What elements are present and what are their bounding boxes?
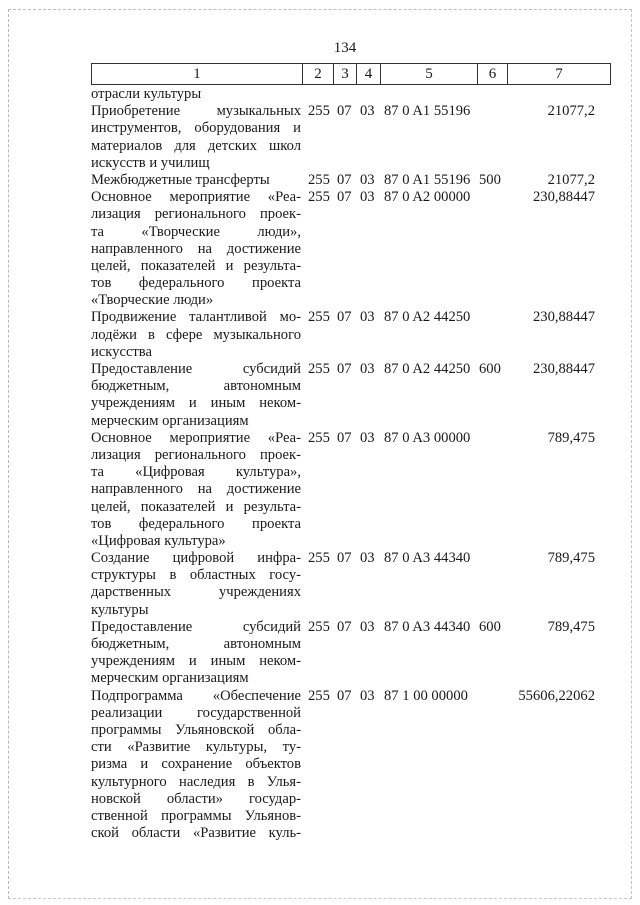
description-line: Подпрограмма «Обеспечение xyxy=(91,687,301,704)
description-line: культурного наследия в Улья- xyxy=(91,773,301,790)
target-article-code: 87 0 A1 55196 xyxy=(384,171,471,188)
subsection-code: 03 xyxy=(360,189,375,206)
row-description xyxy=(91,361,301,430)
header-col-7: 7 xyxy=(508,64,611,85)
description-line: тов федерального проекта xyxy=(91,275,301,292)
admin-code: 255 xyxy=(308,429,330,446)
amount-value: 230,88447 xyxy=(532,189,595,206)
expense-type-code: 600 xyxy=(479,618,501,635)
description-line: «Творческие люди» xyxy=(91,292,214,309)
amount-value: 230,88447 xyxy=(532,361,595,377)
description-line: тов федерального проекта xyxy=(91,515,301,532)
target-article-code: 87 0 A2 44250 xyxy=(384,361,471,377)
table-row xyxy=(91,103,621,172)
description-line: материалов для детских школ xyxy=(91,137,301,154)
amount-value: 789,475 xyxy=(547,550,595,567)
description-line: целей, показателей и результа- xyxy=(91,498,301,515)
description-line: бюджетным, автономным xyxy=(91,636,301,652)
amount-value: 21077,2 xyxy=(547,171,595,188)
admin-code: 255 xyxy=(308,361,330,377)
section-code: 07 xyxy=(337,171,352,188)
admin-code: 255 xyxy=(308,687,330,704)
subsection-code: 03 xyxy=(360,429,375,446)
description-line: ризма и сохранение объектов xyxy=(91,756,301,773)
row-description xyxy=(91,103,301,172)
section-code: 07 xyxy=(337,550,352,567)
description-line: Создание цифровой инфра- xyxy=(91,550,301,567)
row-description xyxy=(91,86,301,103)
row-description xyxy=(91,619,301,688)
description-line: инструментов, оборудования и xyxy=(91,120,301,137)
description-line: Предоставление субсидий xyxy=(91,361,301,377)
target-article-code: 87 0 A2 44250 xyxy=(384,309,471,326)
column-header-table xyxy=(91,63,611,85)
description-line: Приобретение музыкальных xyxy=(91,103,301,120)
description-line: «Цифровая культура» xyxy=(91,532,226,549)
section-code: 07 xyxy=(337,309,352,326)
target-article-code: 87 1 00 00000 xyxy=(384,687,468,704)
description-line: Основное мероприятие «Реа- xyxy=(91,189,301,206)
description-line: та «Творческие люди», xyxy=(91,223,301,240)
description-line: структуры в областных госу- xyxy=(91,567,301,584)
admin-code: 255 xyxy=(308,171,330,188)
table-row xyxy=(91,361,621,430)
amount-value: 230,88447 xyxy=(532,309,595,326)
description-line: бюджетным, автономным xyxy=(91,378,301,395)
description-line: мерческим организациям xyxy=(91,412,249,429)
row-description xyxy=(91,550,301,619)
table-row xyxy=(91,430,621,550)
admin-code: 255 xyxy=(308,103,330,120)
amount-value: 789,475 xyxy=(547,429,595,446)
subsection-code: 03 xyxy=(360,309,375,326)
expense-type-code: 600 xyxy=(479,361,501,377)
description-line: дарственных учреждениях xyxy=(91,584,301,601)
description-line: ской области «Развитие куль- xyxy=(91,825,301,842)
table-row xyxy=(91,172,621,189)
section-code: 07 xyxy=(337,429,352,446)
description-line: учреждениям и иным неком- xyxy=(91,395,301,412)
subsection-code: 03 xyxy=(360,361,375,377)
description-line: искусства xyxy=(91,343,152,360)
admin-code: 255 xyxy=(308,550,330,567)
section-code: 07 xyxy=(337,618,352,635)
description-line: Предоставление субсидий xyxy=(91,618,301,635)
section-code: 07 xyxy=(337,189,352,206)
section-code: 07 xyxy=(337,361,352,377)
target-article-code: 87 0 A2 00000 xyxy=(384,189,471,206)
page-number: 134 xyxy=(333,40,357,56)
description-line: искусств и училищ xyxy=(91,154,210,171)
description-line: Основное мероприятие «Реа- xyxy=(91,429,301,446)
expense-type-code: 500 xyxy=(479,171,501,188)
description-line: Межбюджетные трансферты xyxy=(91,171,270,188)
description-line: новской области» государ- xyxy=(91,790,301,807)
description-line: лизация регионального проек- xyxy=(91,446,301,463)
subsection-code: 03 xyxy=(360,687,375,704)
table-row xyxy=(91,189,621,309)
section-code: 07 xyxy=(337,687,352,704)
description-line: та «Цифровая культура», xyxy=(91,464,301,481)
row-description xyxy=(91,189,301,309)
admin-code: 255 xyxy=(308,309,330,326)
table-row xyxy=(91,688,621,843)
table-row xyxy=(91,550,621,619)
description-line: отрасли культуры xyxy=(91,86,202,102)
description-line: реализации государственной xyxy=(91,704,301,721)
header-col-6: 6 xyxy=(478,64,508,85)
header-col-5: 5 xyxy=(381,64,478,85)
description-line: направленного на достижение xyxy=(91,481,301,498)
description-line: лодёжи в сфере музыкального xyxy=(91,326,301,343)
row-description xyxy=(91,172,301,189)
description-line: лизация регионального проек- xyxy=(91,206,301,223)
description-line: Продвижение талантливой мо- xyxy=(91,309,301,326)
subsection-code: 03 xyxy=(360,550,375,567)
header-col-2: 2 xyxy=(303,64,334,85)
section-code: 07 xyxy=(337,103,352,120)
description-line: программы Ульяновской обла- xyxy=(91,721,301,738)
description-line: мерческим организациям xyxy=(91,670,249,687)
admin-code: 255 xyxy=(308,189,330,206)
subsection-code: 03 xyxy=(360,171,375,188)
row-description xyxy=(91,430,301,550)
row-description xyxy=(91,688,301,843)
target-article-code: 87 0 A3 00000 xyxy=(384,429,471,446)
description-line: целей, показателей и результа- xyxy=(91,257,301,274)
admin-code: 255 xyxy=(308,618,330,635)
target-article-code: 87 0 A1 55196 xyxy=(384,103,471,120)
header-col-3: 3 xyxy=(334,64,357,85)
amount-value: 55606,22062 xyxy=(518,687,595,704)
header-col-4: 4 xyxy=(357,64,381,85)
subsection-code: 03 xyxy=(360,618,375,635)
table-row xyxy=(91,619,621,688)
table-row xyxy=(91,309,621,361)
description-line: культуры xyxy=(91,601,149,618)
description-line: сти «Развитие культуры, ту- xyxy=(91,739,301,756)
description-line: направленного на достижение xyxy=(91,240,301,257)
budget-table-body xyxy=(91,86,621,842)
row-description xyxy=(91,309,301,361)
description-line: ственной программы Ульянов- xyxy=(91,807,301,824)
header-col-1: 1 xyxy=(92,64,303,85)
amount-value: 789,475 xyxy=(547,618,595,635)
subsection-code: 03 xyxy=(360,103,375,120)
amount-value: 21077,2 xyxy=(547,103,595,120)
description-line: учреждениям и иным неком- xyxy=(91,653,301,670)
target-article-code: 87 0 A3 44340 xyxy=(384,618,471,635)
table-row xyxy=(91,86,621,103)
target-article-code: 87 0 A3 44340 xyxy=(384,550,471,567)
